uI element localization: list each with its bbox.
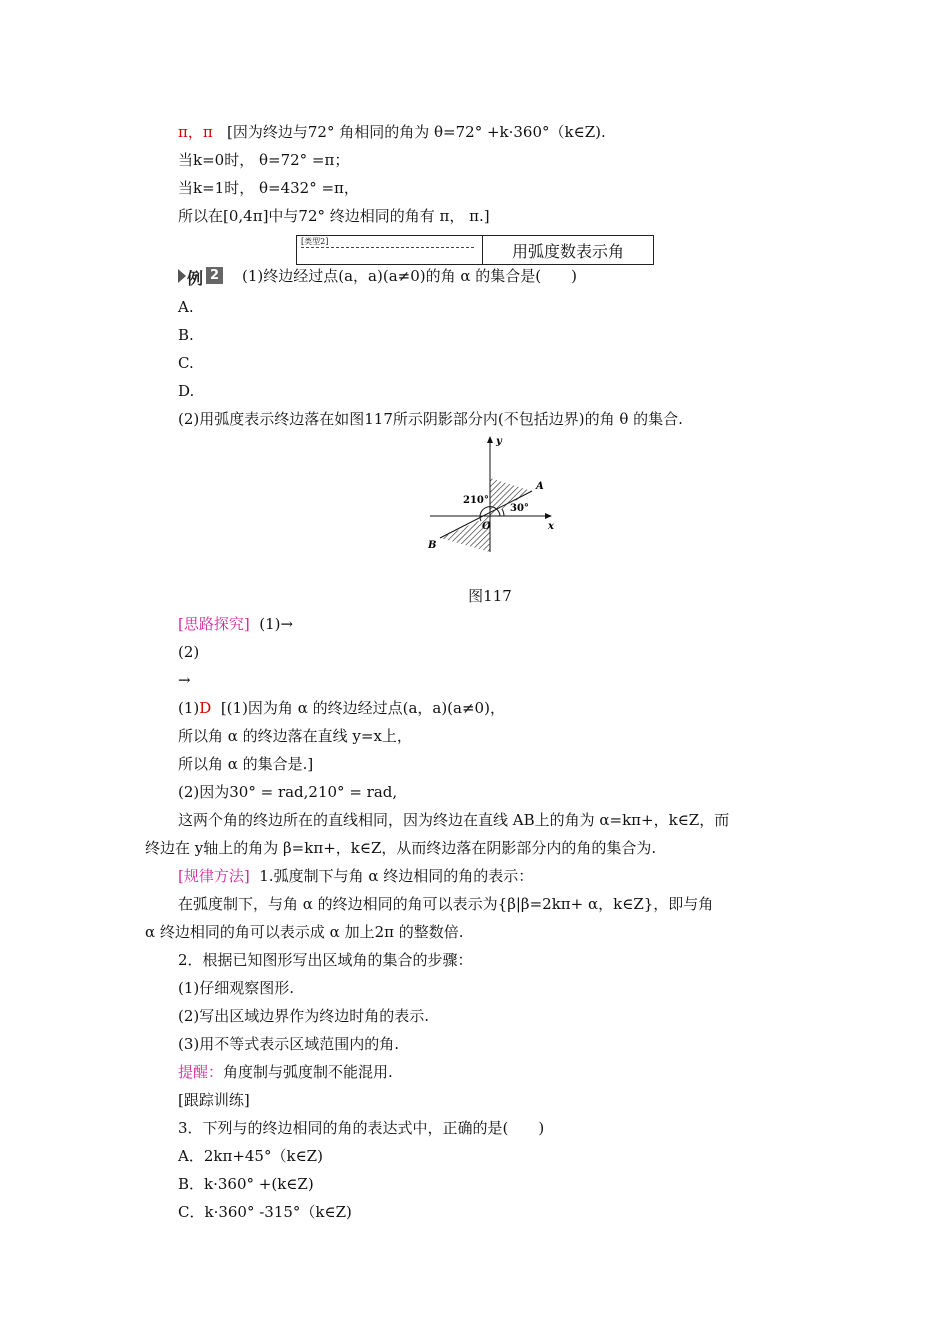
x-label: x bbox=[548, 521, 554, 532]
x-axis-arrow-icon bbox=[545, 513, 552, 519]
practice-question-3: 3．下列与的终边相同的角的表达式中，正确的是( ) bbox=[178, 1119, 545, 1137]
method-label: [规律方法] bbox=[178, 867, 250, 885]
arc-30 bbox=[502, 509, 504, 516]
text-line-2: 当k=0时， θ=72° =π； bbox=[178, 151, 350, 169]
y-label: y bbox=[496, 436, 502, 447]
method-line-4: 2．根据已知图形写出区域角的集合的步骤： bbox=[178, 951, 473, 969]
method-line-1 bbox=[178, 866, 533, 886]
point-a-label: A bbox=[536, 481, 544, 492]
solution-line-3: 所以角 α 的集合是.] bbox=[178, 755, 314, 773]
type-header-box bbox=[296, 235, 654, 265]
angle-figure bbox=[420, 432, 560, 554]
answer-line-1 bbox=[178, 122, 606, 142]
option-c: C. bbox=[178, 354, 194, 372]
example-word: 例 bbox=[187, 269, 204, 288]
angle-210-label: 210° bbox=[463, 495, 489, 506]
method-line-6: (2)写出区域边界作为终边时角的表示. bbox=[178, 1007, 430, 1025]
example-number: 2 bbox=[206, 267, 223, 284]
option-b: B. bbox=[178, 326, 194, 344]
practice-label: [跟踪训练] bbox=[178, 1091, 250, 1109]
method-line-3: α 终边相同的角可以表示成 α 加上2π 的整数倍. bbox=[145, 923, 464, 941]
analysis-part-1: (1)→ bbox=[259, 615, 294, 633]
practice-option-a: A．2kπ+45°（k∈Z) bbox=[178, 1147, 323, 1165]
tip-label: 提醒： bbox=[178, 1063, 224, 1081]
analysis-part-2: (2) bbox=[178, 643, 200, 661]
method-line-7: (3)用不等式表示区域范围内的角. bbox=[178, 1035, 400, 1053]
origin-label: O bbox=[482, 521, 491, 532]
type-tag-cell bbox=[297, 236, 483, 264]
method-line-5: (1)仔细观察图形. bbox=[178, 979, 295, 997]
tip-line bbox=[178, 1062, 393, 1082]
type-title: 用弧度数表示角 bbox=[511, 242, 624, 261]
solution-answer: D bbox=[199, 699, 212, 717]
figure-caption: 图117 bbox=[468, 587, 512, 605]
text-line-3: 当k=1时， θ=432° =π， bbox=[178, 179, 359, 197]
analysis-label: [思路探究] bbox=[178, 615, 250, 633]
method-text-1: 1.弧度制下与角 α 终边相同的角的表示： bbox=[259, 867, 534, 885]
solution-line-1 bbox=[178, 698, 505, 718]
question-2: (2)用弧度表示终边落在如图117所示阴影部分内(不包括边界)的角 θ 的集合. bbox=[178, 410, 683, 428]
method-line-2: 在弧度制下，与角 α 的终边相同的角可以表示为{β|β=2kπ+ α，k∈Z}，即与角 bbox=[178, 895, 714, 913]
text-line-4: 所以在[0,4π]中与72° 终边相同的角有 π， π.] bbox=[178, 207, 490, 225]
explanation-text: [因为终边与72° 角相同的角为 θ=72° +k·360°（k∈Z). bbox=[227, 123, 606, 141]
point-b-label: B bbox=[428, 540, 437, 551]
practice-option-b: B．k·360° +(k∈Z) bbox=[178, 1175, 314, 1193]
tip-text: 角度制与弧度制不能混用. bbox=[223, 1063, 393, 1081]
example-badge bbox=[178, 267, 224, 288]
solution-text-1: [(1)因为角 α 的终边经过点(a，a)(a≠0)， bbox=[220, 699, 505, 717]
solution-line-5: 这两个角的终边所在的直线相同，因为终边在直线 AB上的角为 α=kπ+，k∈Z，而 bbox=[178, 811, 730, 829]
question-1: (1)终边经过点(a，a)(a≠0)的角 α 的集合是( ) bbox=[242, 267, 577, 285]
option-a: A. bbox=[178, 298, 194, 316]
analysis-arrow: → bbox=[178, 671, 191, 689]
answer-value: π，π bbox=[178, 123, 213, 141]
option-d: D. bbox=[178, 382, 195, 400]
dashed-divider bbox=[301, 247, 474, 248]
analysis-line-1 bbox=[178, 614, 293, 634]
solution-line-6: 终边在 y轴上的角为 β=kπ+，k∈Z，从而终边落在阴影部分内的角的集合为. bbox=[145, 839, 657, 857]
solution-line-4: (2)因为30° = rad,210° = rad, bbox=[178, 783, 398, 801]
type-tag: [类型2] bbox=[301, 237, 329, 246]
solution-line-2: 所以角 α 的终边落在直线 y=x上， bbox=[178, 727, 412, 745]
triangle-marker-icon bbox=[178, 269, 186, 283]
angle-30-label: 30° bbox=[510, 503, 529, 514]
y-axis-arrow-icon bbox=[487, 436, 493, 443]
practice-option-c: C．k·360° -315°（k∈Z) bbox=[178, 1203, 352, 1221]
solution-part-label: (1) bbox=[178, 699, 200, 717]
